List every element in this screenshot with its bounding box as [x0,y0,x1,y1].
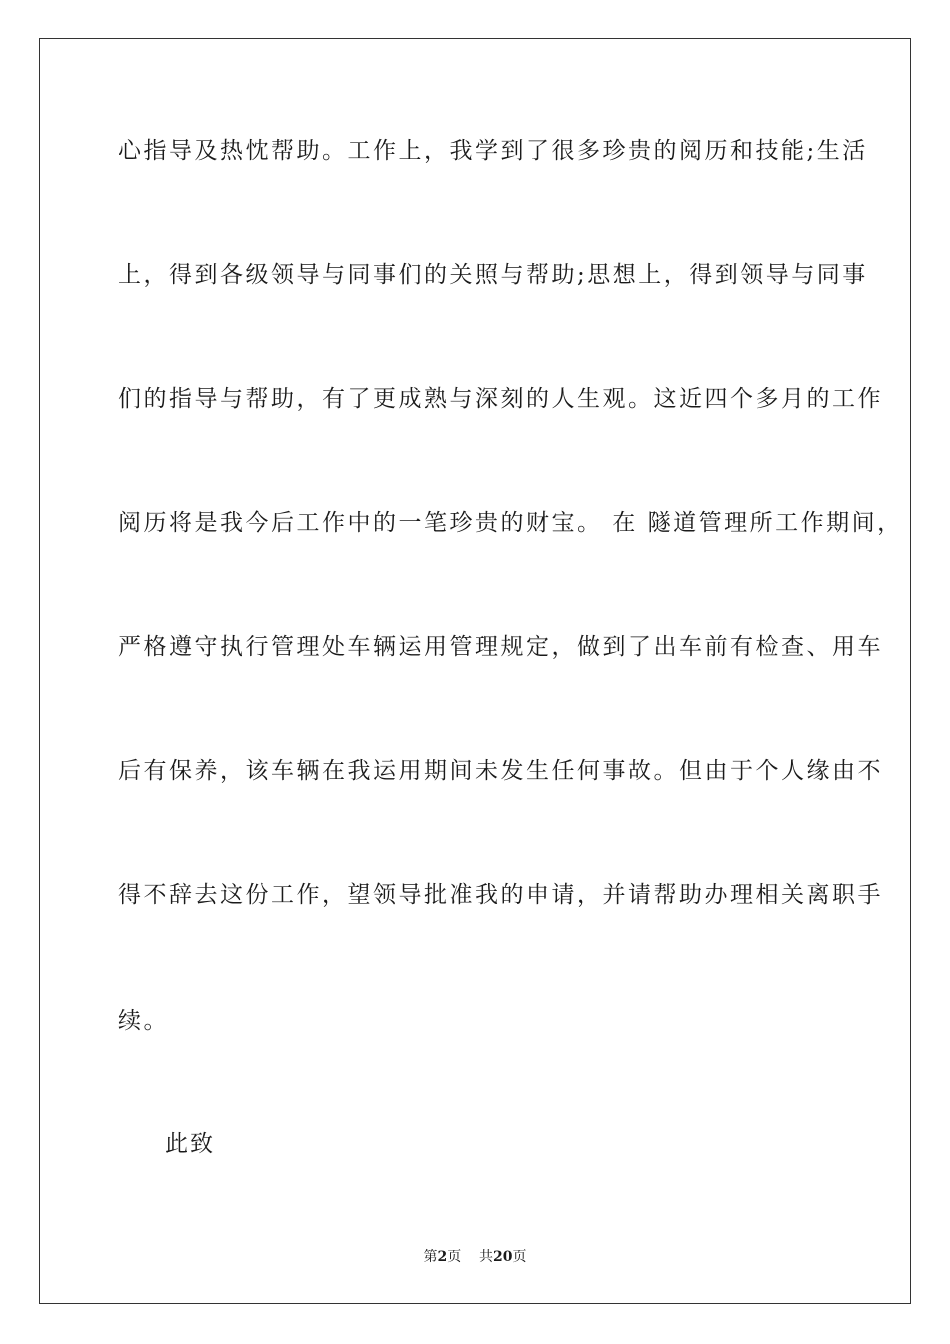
body-line: 后有保养，该车辆在我运用期间未发生任何事故。但由于个人缘由不 [118,758,883,784]
page-border [39,38,911,1304]
footer-page-number: 2 [437,1249,448,1265]
body-line: 心指导及热忱帮助。工作上，我学到了很多珍贵的阅历和技能;生活 [118,138,868,164]
footer-prefix: 第 [423,1249,438,1265]
body-line: 上，得到各级领导与同事们的关照与帮助;思想上，得到领导与同事 [118,262,868,288]
closing-salutation: 此致 [165,1131,215,1157]
page-footer [0,1248,950,1266]
body-line: 们的指导与帮助，有了更成熟与深刻的人生观。这近四个多月的工作 [118,386,883,412]
footer-middle: 页 共 [447,1249,494,1265]
footer-total-pages: 20 [493,1249,513,1265]
footer-suffix: 页 [512,1249,527,1265]
body-line: 阅历将是我今后工作中的一笔珍贵的财宝。 在 隧道管理所工作期间， [118,510,903,536]
body-line: 得不辞去这份工作，望领导批准我的申请，并请帮助办理相关离职手 [118,882,883,908]
body-line: 续。 [118,1008,169,1034]
body-line: 严格遵守执行管理处车辆运用管理规定，做到了出车前有检查、用车 [118,634,883,660]
